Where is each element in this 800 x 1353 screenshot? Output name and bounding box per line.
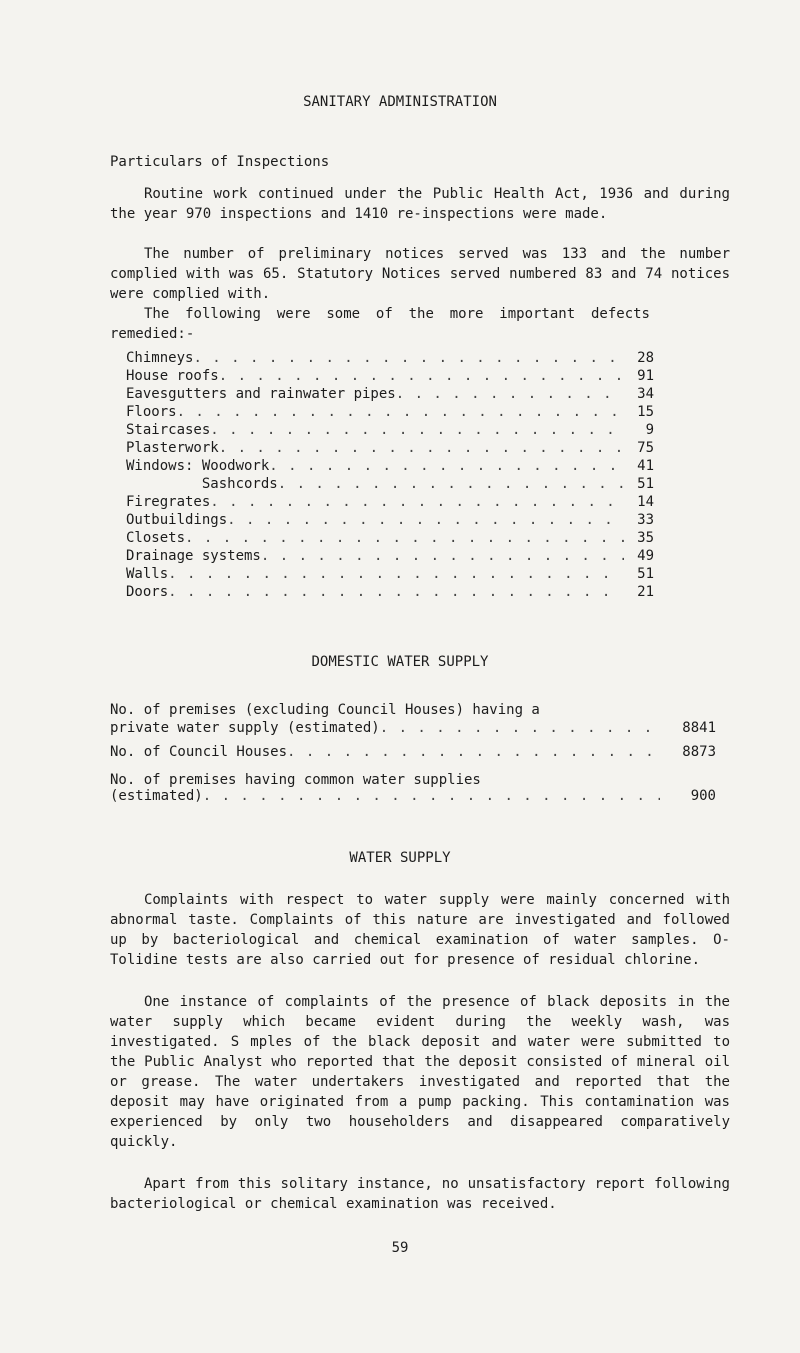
leader-dots bbox=[380, 720, 660, 736]
water-paragraph-2: One instance of complaints of the presence of black deposits in the water supply which became evident during the weekly wash, was investigated. S mples of the black deposit and water were submitted to the Public Analyst who reported that the deposit consisted of mineral oil or grease. The water undertakers investigated and reported that the deposit may have originated from a pump packing. This contamination was experienced by only two householders and disappeared comparatively quickly. bbox=[110, 994, 730, 1150]
defect-label: Closets bbox=[126, 530, 186, 546]
leader-dots bbox=[185, 530, 624, 546]
defect-row bbox=[126, 566, 654, 586]
defect-label: Sashcords bbox=[126, 476, 278, 492]
defect-label: Walls bbox=[126, 566, 169, 582]
defect-row bbox=[126, 368, 654, 388]
defect-value: 51 bbox=[637, 566, 654, 582]
domestic-item-1-value: 8841 bbox=[682, 720, 716, 736]
leader-dots bbox=[219, 440, 624, 456]
inspections-paragraph-2: The number of preliminary notices served was 133 and the number complied with was 65. Statutory Notices served numbered 83 and 74 notices were complied with. bbox=[110, 246, 730, 302]
defect-label: Drainage systems bbox=[126, 548, 261, 564]
domestic-item-3-value: 900 bbox=[690, 788, 716, 804]
defect-value: 21 bbox=[637, 584, 654, 600]
defect-value: 15 bbox=[637, 404, 654, 420]
leader-dots bbox=[177, 404, 624, 420]
defect-label: Outbuildings bbox=[126, 512, 228, 528]
leader-dots bbox=[168, 566, 624, 582]
page-title: SANITARY ADMINISTRATION bbox=[303, 94, 497, 110]
domestic-item-1-line-1: No. of premises (excluding Council Houses) having a bbox=[110, 702, 540, 718]
defect-label: Firegrates bbox=[126, 494, 211, 510]
defect-label: House roofs bbox=[126, 368, 219, 384]
domestic-item-1 bbox=[110, 720, 716, 740]
domestic-water-heading: DOMESTIC WATER SUPPLY bbox=[311, 654, 489, 670]
defect-value: 14 bbox=[637, 494, 654, 510]
leader-dots bbox=[227, 512, 624, 528]
defect-row bbox=[126, 422, 654, 442]
defect-row bbox=[126, 440, 654, 460]
domestic-item-3-line-2: (estimated) bbox=[110, 788, 203, 804]
page-number: 59 bbox=[391, 1240, 409, 1256]
domestic-item-2-value: 8873 bbox=[682, 744, 716, 760]
water-paragraph-1: Complaints with respect to water supply were mainly concerned with abnormal taste. Complaints of this nature are investigated and followed up by bacteriological and chemical examination of water samples. O-Tolidine tests are also carried out for presence of residual chlorine. bbox=[110, 892, 730, 968]
defect-row bbox=[126, 404, 654, 424]
defect-row bbox=[126, 494, 654, 514]
defect-value: 33 bbox=[637, 512, 654, 528]
defect-row bbox=[126, 512, 654, 532]
defect-value: 41 bbox=[637, 458, 654, 474]
defect-label: Chimneys bbox=[126, 350, 194, 366]
inspections-paragraph-3: The following were some of the more important defects remedied:- bbox=[110, 306, 650, 342]
leader-dots bbox=[193, 350, 624, 366]
defect-value: 75 bbox=[637, 440, 654, 456]
water-supply-heading: WATER SUPPLY bbox=[349, 850, 451, 866]
defect-value: 9 bbox=[645, 422, 654, 438]
leader-dots bbox=[261, 548, 624, 564]
domestic-item-1-line-2: private water supply (estimated) bbox=[110, 720, 380, 736]
inspections-paragraph-1: Routine work continued under the Public Health Act, 1936 and during the year 970 inspections and 1410 re-inspections were made. bbox=[110, 186, 730, 222]
leader-dots bbox=[210, 494, 624, 510]
leader-dots bbox=[219, 368, 624, 384]
defect-row bbox=[126, 548, 654, 568]
defect-row bbox=[126, 458, 654, 478]
defect-value: 34 bbox=[637, 386, 654, 402]
defect-label: Eavesgutters and rainwater pipes bbox=[126, 386, 396, 402]
water-paragraph-3: Apart from this solitary instance, no unsatisfactory report following bacteriological or chemical examination was received. bbox=[110, 1176, 730, 1212]
leader-dots bbox=[168, 584, 624, 600]
defect-row bbox=[126, 476, 654, 496]
defect-label: Floors bbox=[126, 404, 177, 420]
domestic-item-2 bbox=[110, 744, 716, 764]
defect-value: 91 bbox=[637, 368, 654, 384]
defect-label: Plasterwork bbox=[126, 440, 219, 456]
inspections-heading: Particulars of Inspections bbox=[110, 154, 330, 170]
leader-dots bbox=[287, 744, 660, 760]
defect-row bbox=[126, 386, 654, 406]
leader-dots bbox=[396, 386, 624, 402]
defect-value: 28 bbox=[637, 350, 654, 366]
defect-label: Windows: Woodwork bbox=[126, 458, 270, 474]
domestic-item-2-label: No. of Council Houses bbox=[110, 744, 288, 760]
domestic-item-3 bbox=[110, 788, 716, 808]
defect-row bbox=[126, 584, 654, 604]
domestic-item-3-line-1: No. of premises having common water supplies bbox=[110, 772, 481, 788]
defect-label: Staircases bbox=[126, 422, 211, 438]
leader-dots bbox=[203, 788, 660, 804]
leader-dots bbox=[278, 476, 624, 492]
defect-value: 51 bbox=[637, 476, 654, 492]
defect-value: 35 bbox=[637, 530, 654, 546]
defect-label: Doors bbox=[126, 584, 169, 600]
defect-row bbox=[126, 350, 654, 370]
leader-dots bbox=[269, 458, 624, 474]
leader-dots bbox=[210, 422, 624, 438]
defect-row bbox=[126, 530, 654, 550]
defect-value: 49 bbox=[637, 548, 654, 564]
